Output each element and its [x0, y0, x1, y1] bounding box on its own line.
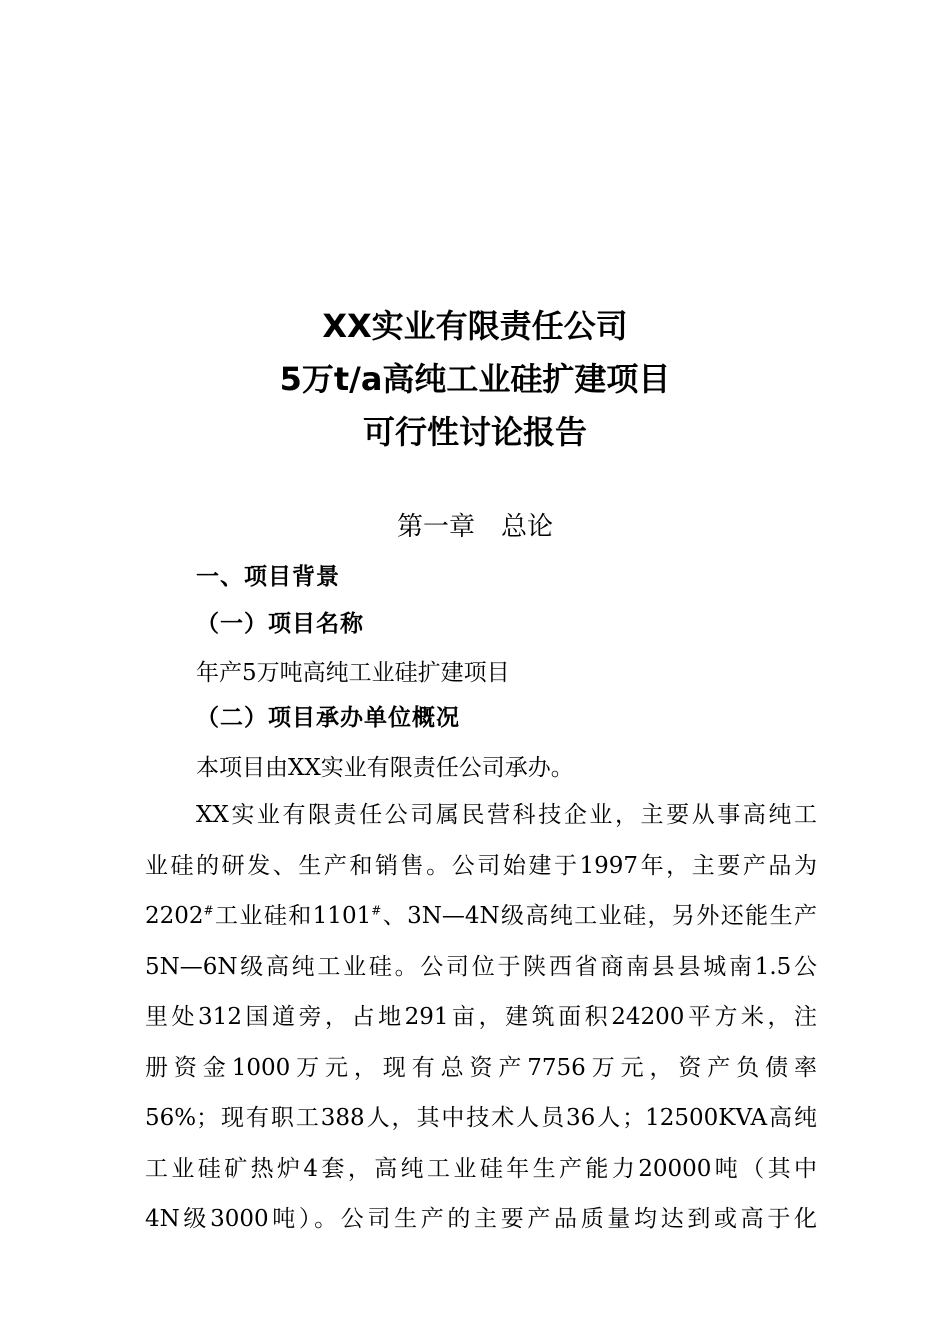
grade-1101: 工业硅和1101 — [213, 903, 372, 929]
section-heading-background: 一、项目背景 — [196, 564, 340, 590]
title-line-company: XX实业有限责任公司 — [322, 307, 628, 345]
paragraph-line: 56%；现有职工388人，其中技术人员36人；12500KVA高纯 — [145, 1105, 817, 1131]
project-name-text: 年产5万吨高纯工业硅扩建项目 — [196, 660, 510, 686]
company-description-paragraph — [145, 797, 817, 1252]
paragraph-line-with-superscripts — [145, 898, 817, 949]
chapter-heading: 第一章 总论 — [396, 512, 553, 542]
paragraph-line: 业硅的研发、生产和销售。公司始建于1997年，主要产品为 — [145, 852, 817, 879]
grade-2202: 2202 — [145, 903, 204, 929]
paragraph-line: XX实业有限责任公司属民营科技企业，主要从事高纯工 — [196, 802, 817, 828]
title-line-report: 可行性讨论报告 — [362, 413, 587, 451]
paragraph-line: 里处312国道旁，占地291亩，建筑面积24200平方米，注 — [145, 1004, 817, 1030]
title-line-project: 5万t/a高纯工业硅扩建项目 — [279, 360, 671, 398]
grade-rest: 、3N—4N级高纯工业硅，另外还能生产 — [381, 903, 817, 929]
subsection-heading-project-name: （一）项目名称 — [196, 611, 364, 637]
paragraph-line: 5N—6N级高纯工业硅。公司位于陕西省商南县县城南1.5公 — [145, 953, 817, 980]
company-undertaking-text: 本项目由XX实业有限责任公司承办。 — [196, 755, 574, 781]
superscript-hash: # — [203, 903, 214, 918]
document-title — [0, 300, 950, 459]
paragraph-line: 册资金1000万元，现有总资产7756万元，资产负债率 — [145, 1054, 817, 1081]
paragraph-line: 工业硅矿热炉4套，高纯工业硅年生产能力20000吨（其中 — [145, 1155, 817, 1182]
paragraph-line: 4N级3000吨）。公司生产的主要产品质量均达到或高于化 — [145, 1206, 817, 1232]
superscript-hash: # — [371, 903, 382, 918]
subsection-heading-company-overview: （二）项目承办单位概况 — [196, 705, 460, 731]
